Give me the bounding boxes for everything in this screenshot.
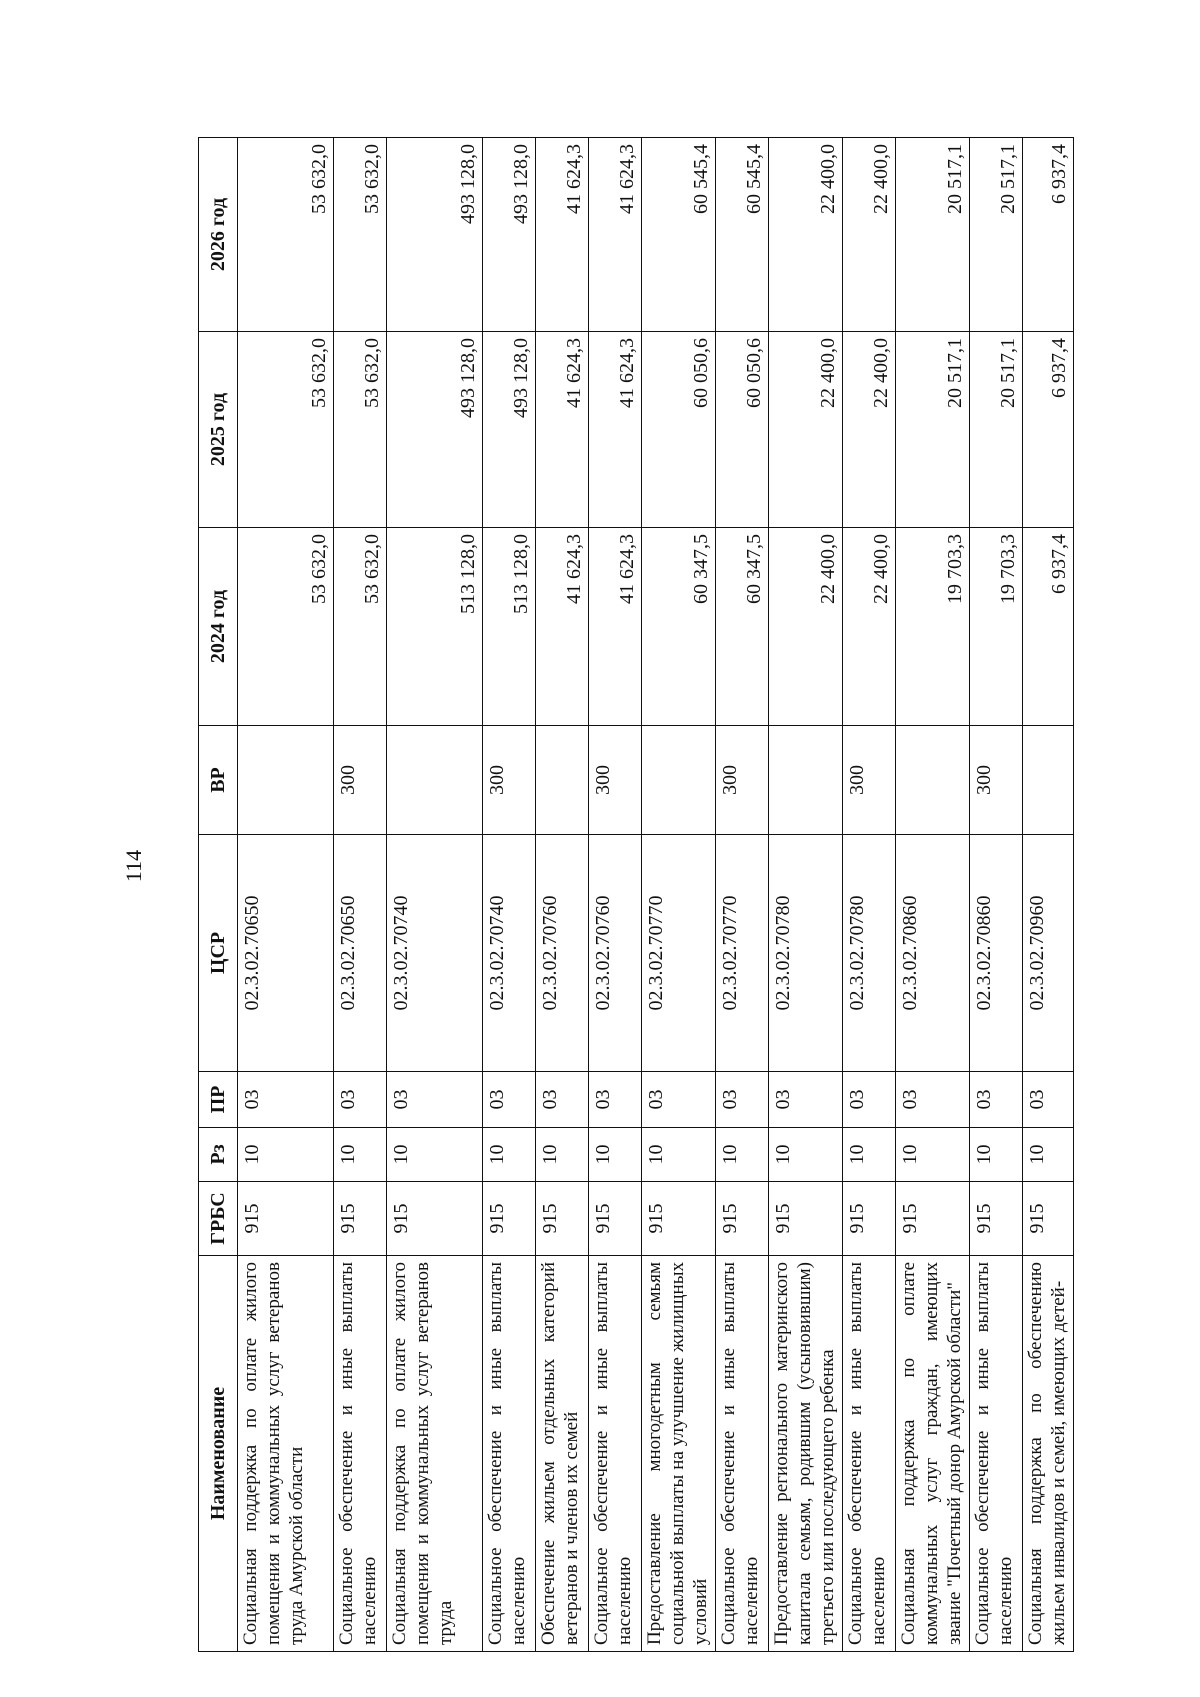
cell-2026: 22 400,0: [843, 138, 896, 332]
cell-2025: 22 400,0: [843, 332, 896, 528]
cell-csr: 02.3.02.70780: [769, 835, 843, 1072]
cell-name: Социальное обеспечение и иные выплаты населению: [334, 1256, 387, 1652]
cell-2026: 6 937,4: [1023, 138, 1074, 332]
cell-rz: 10: [483, 1128, 536, 1182]
cell-2026: 60 545,4: [642, 138, 716, 332]
cell-csr: 02.3.02.70860: [896, 835, 970, 1072]
cell-2024: 22 400,0: [843, 528, 896, 726]
cell-2024: 41 624,3: [589, 528, 642, 726]
cell-pr: 03: [716, 1072, 769, 1128]
cell-2025: 41 624,3: [536, 332, 589, 528]
cell-name: Социальная поддержка по обеспечению жильем инвалидов и семей, имеющих детей-: [1023, 1256, 1074, 1652]
cell-grbs: 915: [387, 1182, 483, 1256]
cell-2024: 513 128,0: [387, 528, 483, 726]
cell-vr: [238, 726, 334, 835]
cell-grbs: 915: [896, 1182, 970, 1256]
cell-rz: 10: [1023, 1128, 1074, 1182]
cell-name: Обеспечение жильем отдельных категорий ветеранов и членов их семей: [536, 1256, 589, 1652]
table-row: [387, 138, 483, 1652]
cell-grbs: 915: [536, 1182, 589, 1256]
cell-vr: 300: [334, 726, 387, 835]
table-row: [483, 138, 536, 1652]
cell-csr: 02.3.02.70770: [642, 835, 716, 1072]
cell-vr: [896, 726, 970, 835]
cell-csr: 02.3.02.70760: [536, 835, 589, 1072]
cell-2025: 53 632,0: [334, 332, 387, 528]
cell-name: Предоставление регионального материнского капитала семьям, родившим (усыновившим) третьего или последующего ребенка: [769, 1256, 843, 1652]
table-row: [238, 138, 334, 1652]
cell-name: Социальная поддержка по оплате жилого помещения и коммунальных услуг ветеранов труда Амурской области: [238, 1256, 334, 1652]
cell-rz: 10: [238, 1128, 334, 1182]
cell-rz: 10: [642, 1128, 716, 1182]
cell-grbs: 915: [642, 1182, 716, 1256]
table-row: [536, 138, 589, 1652]
cell-vr: 300: [970, 726, 1023, 835]
page-number: 114: [121, 849, 146, 883]
table-row: [1023, 138, 1074, 1652]
cell-csr: 02.3.02.70650: [238, 835, 334, 1072]
cell-2024: 53 632,0: [238, 528, 334, 726]
cell-2025: 493 128,0: [387, 332, 483, 528]
cell-name: Социальная поддержка по оплате жилого помещения и коммунальных услуг ветеранов труда: [387, 1256, 483, 1652]
cell-vr: 300: [843, 726, 896, 835]
cell-2024: 513 128,0: [483, 528, 536, 726]
header-pr: ПР: [199, 1072, 238, 1128]
table-row: [843, 138, 896, 1652]
cell-vr: 300: [589, 726, 642, 835]
cell-2026: 41 624,3: [536, 138, 589, 332]
cell-vr: [387, 726, 483, 835]
cell-grbs: 915: [483, 1182, 536, 1256]
cell-rz: 10: [589, 1128, 642, 1182]
cell-2025: 493 128,0: [483, 332, 536, 528]
cell-grbs: 915: [843, 1182, 896, 1256]
cell-2025: 53 632,0: [238, 332, 334, 528]
rotated-table-container: [198, 138, 1074, 1652]
cell-pr: 03: [589, 1072, 642, 1128]
header-name: Наименование: [199, 1256, 238, 1652]
cell-2024: 6 937,4: [1023, 528, 1074, 726]
header-2026: 2026 год: [199, 138, 238, 332]
cell-grbs: 915: [589, 1182, 642, 1256]
cell-2026: 20 517,1: [896, 138, 970, 332]
cell-2025: 6 937,4: [1023, 332, 1074, 528]
cell-2026: 493 128,0: [387, 138, 483, 332]
table-row: [769, 138, 843, 1652]
cell-2025: 41 624,3: [589, 332, 642, 528]
cell-rz: 10: [716, 1128, 769, 1182]
cell-pr: 03: [483, 1072, 536, 1128]
cell-name: Социальное обеспечение и иные выплаты населению: [843, 1256, 896, 1652]
cell-name: Социальное обеспечение и иные выплаты населению: [483, 1256, 536, 1652]
header-rz: Рз: [199, 1128, 238, 1182]
cell-pr: 03: [843, 1072, 896, 1128]
cell-pr: 03: [970, 1072, 1023, 1128]
cell-csr: 02.3.02.70860: [970, 835, 1023, 1072]
cell-pr: 03: [536, 1072, 589, 1128]
cell-2026: 22 400,0: [769, 138, 843, 332]
header-row: [199, 138, 238, 1652]
cell-rz: 10: [387, 1128, 483, 1182]
cell-grbs: 915: [970, 1182, 1023, 1256]
cell-pr: 03: [642, 1072, 716, 1128]
table-row: [970, 138, 1023, 1652]
cell-name: Социальная поддержка по оплате коммунальных услуг граждан, имеющих звание "Почетный донор Амурской области": [896, 1256, 970, 1652]
cell-2026: 60 545,4: [716, 138, 769, 332]
cell-csr: 02.3.02.70740: [387, 835, 483, 1072]
cell-pr: 03: [387, 1072, 483, 1128]
cell-csr: 02.3.02.70960: [1023, 835, 1074, 1072]
cell-vr: [536, 726, 589, 835]
cell-2024: 41 624,3: [536, 528, 589, 726]
cell-vr: [769, 726, 843, 835]
cell-grbs: 915: [769, 1182, 843, 1256]
table-row: [642, 138, 716, 1652]
cell-csr: 02.3.02.70740: [483, 835, 536, 1072]
cell-pr: 03: [1023, 1072, 1074, 1128]
cell-2025: 60 050,6: [642, 332, 716, 528]
cell-rz: 10: [536, 1128, 589, 1182]
cell-pr: 03: [334, 1072, 387, 1128]
cell-csr: 02.3.02.70760: [589, 835, 642, 1072]
cell-name: Социальное обеспечение и иные выплаты населению: [970, 1256, 1023, 1652]
cell-2025: 22 400,0: [769, 332, 843, 528]
cell-name: Предоставление многодетным семьям социальной выплаты на улучшение жилищных условий: [642, 1256, 716, 1652]
cell-grbs: 915: [238, 1182, 334, 1256]
budget-table: [198, 137, 1074, 1652]
cell-2024: 19 703,3: [970, 528, 1023, 726]
cell-grbs: 915: [334, 1182, 387, 1256]
cell-rz: 10: [334, 1128, 387, 1182]
cell-rz: 10: [896, 1128, 970, 1182]
cell-grbs: 915: [716, 1182, 769, 1256]
table-row: [589, 138, 642, 1652]
header-2025: 2025 год: [199, 332, 238, 528]
cell-pr: 03: [896, 1072, 970, 1128]
cell-2024: 53 632,0: [334, 528, 387, 726]
table-row: [896, 138, 970, 1652]
cell-csr: 02.3.02.70780: [843, 835, 896, 1072]
cell-vr: 300: [483, 726, 536, 835]
cell-2024: 22 400,0: [769, 528, 843, 726]
table-body: [238, 138, 1074, 1652]
cell-grbs: 915: [1023, 1182, 1074, 1256]
cell-2025: 20 517,1: [970, 332, 1023, 528]
cell-vr: 300: [716, 726, 769, 835]
cell-rz: 10: [843, 1128, 896, 1182]
cell-2026: 53 632,0: [334, 138, 387, 332]
table-row: [716, 138, 769, 1652]
cell-csr: 02.3.02.70770: [716, 835, 769, 1072]
header-vr: ВР: [199, 726, 238, 835]
header-csr: ЦСР: [199, 835, 238, 1072]
cell-pr: 03: [238, 1072, 334, 1128]
cell-2025: 60 050,6: [716, 332, 769, 528]
cell-2024: 19 703,3: [896, 528, 970, 726]
cell-vr: [642, 726, 716, 835]
cell-csr: 02.3.02.70650: [334, 835, 387, 1072]
cell-vr: [1023, 726, 1074, 835]
cell-name: Социальное обеспечение и иные выплаты населению: [589, 1256, 642, 1652]
table-row: [334, 138, 387, 1652]
header-2024: 2024 год: [199, 528, 238, 726]
cell-rz: 10: [769, 1128, 843, 1182]
cell-2024: 60 347,5: [716, 528, 769, 726]
cell-2025: 20 517,1: [896, 332, 970, 528]
header-grbs: ГРБС: [199, 1182, 238, 1256]
cell-2026: 20 517,1: [970, 138, 1023, 332]
cell-pr: 03: [769, 1072, 843, 1128]
cell-2024: 60 347,5: [642, 528, 716, 726]
cell-2026: 41 624,3: [589, 138, 642, 332]
cell-2026: 53 632,0: [238, 138, 334, 332]
cell-rz: 10: [970, 1128, 1023, 1182]
cell-2026: 493 128,0: [483, 138, 536, 332]
cell-name: Социальное обеспечение и иные выплаты населению: [716, 1256, 769, 1652]
